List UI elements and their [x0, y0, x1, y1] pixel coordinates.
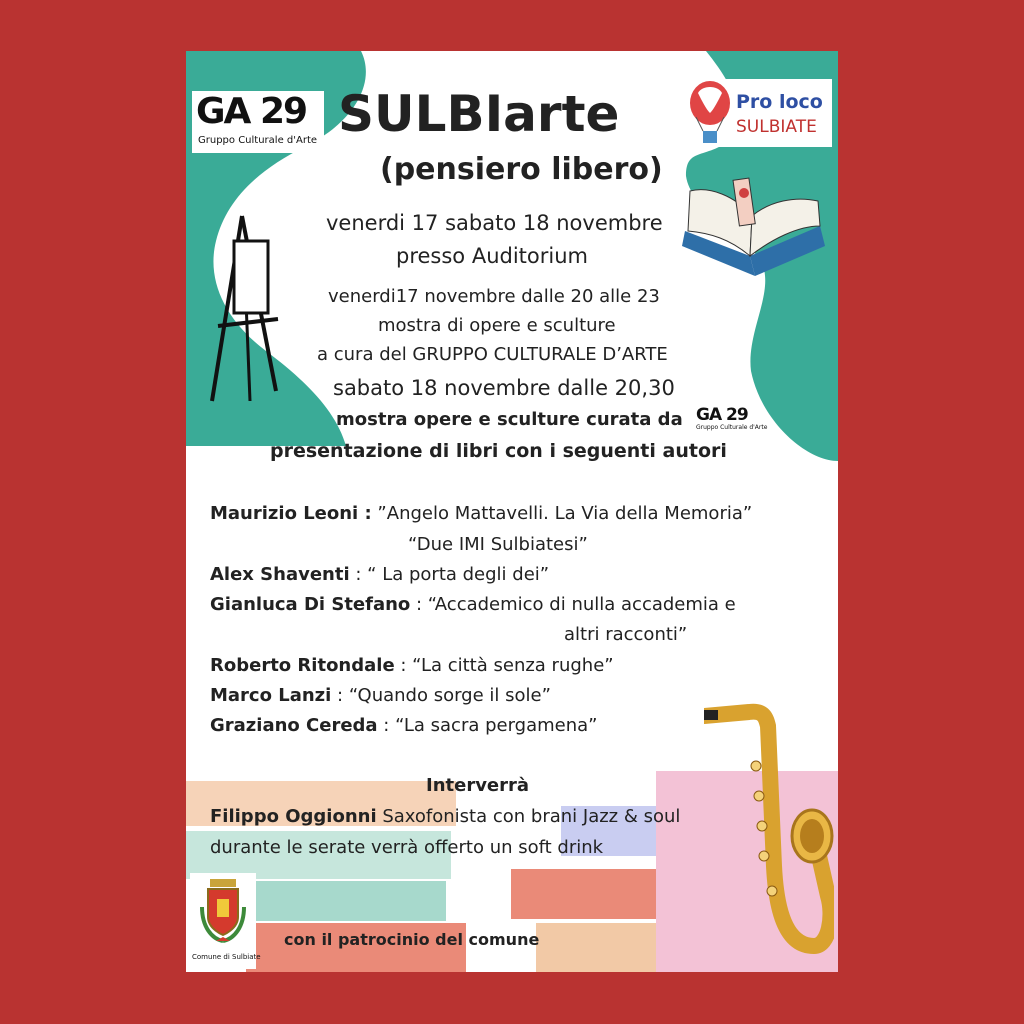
- saxophone-icon: [704, 696, 834, 966]
- author-name: Maurizio Leoni :: [210, 503, 372, 524]
- book-title: ”Angelo Mattavelli. La Via della Memoria”: [371, 503, 753, 524]
- book-title: : “Quando sorge il sole”: [331, 685, 551, 706]
- event-dates: venerdi 17 sabato 18 novembre: [326, 211, 663, 235]
- author-row-1: [210, 503, 752, 524]
- patronage-text: con il patrocinio del comune: [284, 930, 540, 949]
- author-row-5: [210, 685, 551, 706]
- open-book-icon: [680, 171, 830, 281]
- ga-logo-small-mark: GA 29: [696, 405, 748, 425]
- hot-air-balloon-icon: [688, 79, 732, 147]
- saturday-line-1: mostra opere e sculture curata da: [336, 409, 683, 430]
- performer-line: [210, 806, 680, 827]
- comune-logo: [190, 873, 261, 969]
- saturday-heading: sabato 18 novembre dalle 20,30: [333, 376, 675, 400]
- poster-title: SULBIarte: [338, 85, 620, 143]
- ga-logo-mark: GA 29: [196, 91, 307, 132]
- author-name: Alex Shaventi: [210, 564, 350, 585]
- book-title: : “La città senza rughe”: [394, 655, 614, 676]
- ga-logo-small: [694, 405, 768, 433]
- author-row-3-cont: altri racconti”: [564, 624, 688, 645]
- proloco-line1: Pro loco: [736, 91, 823, 113]
- ga-logo-small-caption: Gruppo Culturale d'Arte: [696, 424, 768, 431]
- friday-line-1: mostra di opere e sculture: [378, 315, 616, 336]
- ga-logo-caption: Gruppo Culturale d'Arte: [198, 135, 318, 146]
- easel-icon: [204, 211, 284, 411]
- book-title: : “Accademico di nulla accademia e: [410, 594, 736, 615]
- proloco-line2: SULBIATE: [736, 117, 817, 137]
- comune-caption: Comune di Sulbiate: [192, 953, 261, 961]
- author-row-2: [210, 564, 549, 585]
- soft-drink-note: durante le serate verrà offerto un soft drink: [210, 837, 604, 858]
- event-poster: [186, 51, 838, 972]
- friday-heading: venerdi17 novembre dalle 20 alle 23: [328, 286, 660, 307]
- friday-line-2: a cura del GRUPPO CULTURALE D’ARTE: [317, 344, 668, 365]
- author-row-1-cont: “Due IMI Sulbiatesi”: [408, 534, 588, 555]
- author-name: Gianluca Di Stefano: [210, 594, 411, 615]
- author-name: Marco Lanzi: [210, 685, 332, 706]
- author-row-6: [210, 715, 598, 736]
- performer-name: Filippo Oggionni: [210, 806, 377, 827]
- performer-role: Saxofonista con brani Jazz & soul: [376, 806, 681, 827]
- book-title: : “La sacra pergamena”: [377, 715, 598, 736]
- interverra-heading: Interverrà: [426, 775, 530, 796]
- poster-subtitle: (pensiero libero): [380, 152, 663, 187]
- ga-logo: [192, 91, 324, 153]
- event-venue: presso Auditorium: [396, 244, 588, 268]
- book-title: : “ La porta degli dei”: [349, 564, 550, 585]
- author-row-4: [210, 655, 614, 676]
- proloco-logo: [686, 79, 832, 147]
- author-row-3: [210, 594, 736, 615]
- author-name: Graziano Cereda: [210, 715, 378, 736]
- author-name: Roberto Ritondale: [210, 655, 395, 676]
- coat-of-arms-icon: [196, 877, 250, 947]
- saturday-line-2: presentazione di libri con i seguenti autori: [270, 440, 727, 462]
